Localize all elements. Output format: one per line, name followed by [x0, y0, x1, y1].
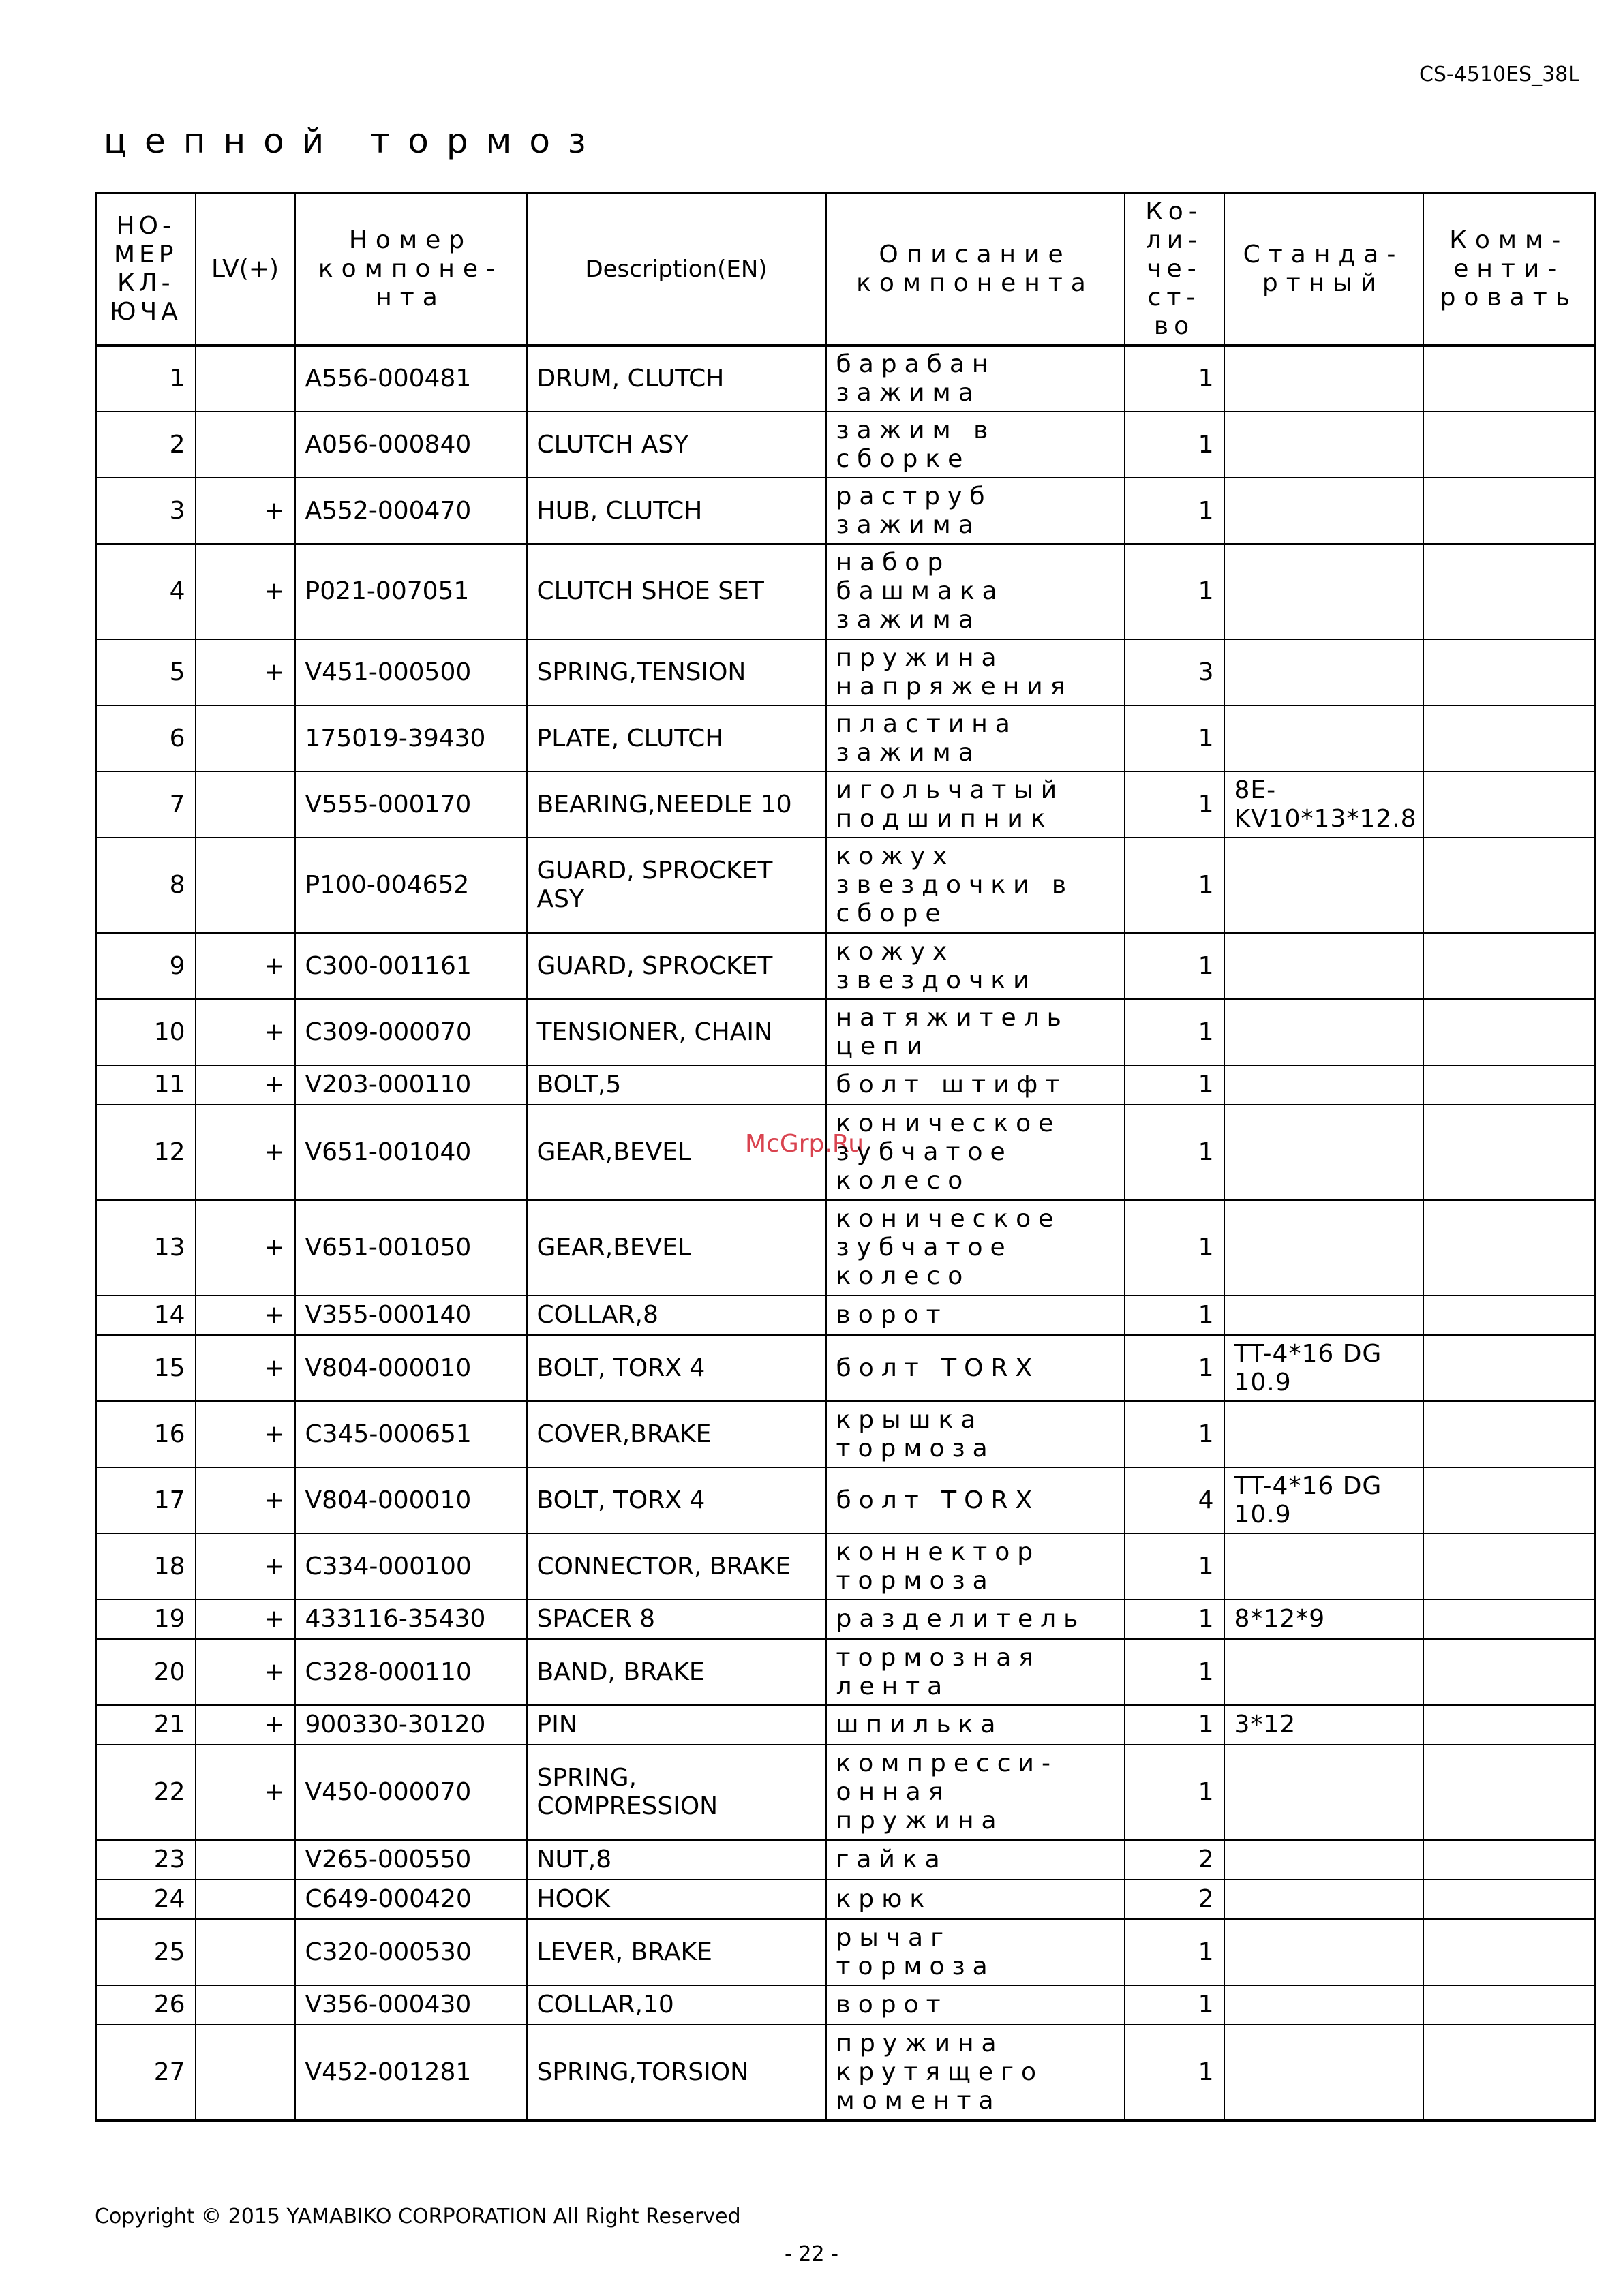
column-header-description-ru: Описание компонента: [826, 193, 1125, 346]
cell-part-number: C345-000651: [295, 1401, 527, 1467]
cell-description-ru: барабан зажима: [826, 346, 1125, 412]
table-row: [96, 1467, 1596, 1533]
cell-description-en: SPACER 8: [527, 1599, 826, 1639]
cell-key-number: 18: [96, 1533, 196, 1599]
cell-comment: [1423, 346, 1596, 412]
cell-part-number: C328-000110: [295, 1639, 527, 1705]
cell-description-en: COLLAR,8: [527, 1296, 826, 1335]
column-header-quantity: Ко-ли-че-ст-во: [1125, 193, 1224, 346]
cell-part-number: C300-001161: [295, 933, 527, 999]
cell-description-en: CLUTCH ASY: [527, 412, 826, 478]
cell-quantity: 1: [1125, 1401, 1224, 1467]
cell-key-number: 13: [96, 1200, 196, 1296]
cell-key-number: 11: [96, 1065, 196, 1105]
cell-lv: +: [196, 1296, 295, 1335]
cell-comment: [1423, 1296, 1596, 1335]
cell-description-en: BOLT, TORX 4: [527, 1335, 826, 1401]
parts-table-body: [96, 346, 1596, 2120]
cell-comment: [1423, 1840, 1596, 1880]
cell-description-ru: болт TORX: [826, 1335, 1125, 1401]
cell-description-en: GUARD, SPROCKET ASY: [527, 838, 826, 933]
cell-key-number: 21: [96, 1705, 196, 1745]
cell-key-number: 15: [96, 1335, 196, 1401]
cell-part-number: P100-004652: [295, 838, 527, 933]
cell-standard: [1224, 544, 1423, 639]
cell-standard: [1224, 1533, 1423, 1599]
cell-key-number: 16: [96, 1401, 196, 1467]
cell-description-ru: болт штифт: [826, 1065, 1125, 1105]
cell-standard: TT-4*16 DG 10.9: [1224, 1467, 1423, 1533]
table-row: [96, 1335, 1596, 1401]
cell-description-en: COVER,BRAKE: [527, 1401, 826, 1467]
table-row: [96, 1919, 1596, 1985]
cell-standard: 8*12*9: [1224, 1599, 1423, 1639]
cell-standard: [1224, 838, 1423, 933]
cell-lv: +: [196, 1705, 295, 1745]
cell-quantity: 1: [1125, 346, 1224, 412]
cell-quantity: 4: [1125, 1467, 1224, 1533]
cell-comment: [1423, 1985, 1596, 2025]
cell-quantity: 1: [1125, 705, 1224, 771]
cell-part-number: C649-000420: [295, 1880, 527, 1919]
cell-lv: +: [196, 1533, 295, 1599]
cell-part-number: A552-000470: [295, 478, 527, 544]
cell-description-en: DRUM, CLUTCH: [527, 346, 826, 412]
cell-comment: [1423, 771, 1596, 838]
table-row: [96, 412, 1596, 478]
cell-comment: [1423, 1599, 1596, 1639]
cell-description-en: BAND, BRAKE: [527, 1639, 826, 1705]
cell-description-ru: коническое зубчатое колесо: [826, 1105, 1125, 1200]
cell-key-number: 8: [96, 838, 196, 933]
cell-description-ru: натяжитель цепи: [826, 999, 1125, 1065]
cell-description-en: HOOK: [527, 1880, 826, 1919]
cell-part-number: V452-001281: [295, 2025, 527, 2120]
cell-description-en: HUB, CLUTCH: [527, 478, 826, 544]
watermark-text: McGrp.Ru: [745, 1130, 864, 1158]
cell-lv: [196, 2025, 295, 2120]
cell-key-number: 3: [96, 478, 196, 544]
table-row: [96, 1985, 1596, 2025]
cell-standard: [1224, 1745, 1423, 1840]
cell-comment: [1423, 1639, 1596, 1705]
cell-description-en: CONNECTOR, BRAKE: [527, 1533, 826, 1599]
table-row: [96, 1200, 1596, 1296]
cell-quantity: 1: [1125, 999, 1224, 1065]
cell-description-ru: компресси-онная пружина: [826, 1745, 1125, 1840]
cell-key-number: 27: [96, 2025, 196, 2120]
cell-key-number: 25: [96, 1919, 196, 1985]
cell-key-number: 5: [96, 639, 196, 705]
cell-standard: TT-4*16 DG 10.9: [1224, 1335, 1423, 1401]
cell-key-number: 17: [96, 1467, 196, 1533]
cell-standard: [1224, 639, 1423, 705]
column-header-standard: Станда-ртный: [1224, 193, 1423, 346]
cell-quantity: 1: [1125, 1745, 1224, 1840]
table-row: [96, 639, 1596, 705]
cell-lv: [196, 705, 295, 771]
table-row: [96, 1296, 1596, 1335]
cell-part-number: V355-000140: [295, 1296, 527, 1335]
cell-lv: [196, 838, 295, 933]
table-row: [96, 346, 1596, 412]
cell-description-en: TENSIONER, CHAIN: [527, 999, 826, 1065]
table-row: [96, 2025, 1596, 2120]
table-row: [96, 1065, 1596, 1105]
page-number: - 22 -: [785, 2242, 838, 2266]
cell-part-number: C320-000530: [295, 1919, 527, 1985]
cell-description-en: PIN: [527, 1705, 826, 1745]
cell-quantity: 1: [1125, 838, 1224, 933]
cell-lv: +: [196, 1200, 295, 1296]
cell-description-ru: пружина напряжения: [826, 639, 1125, 705]
cell-quantity: 1: [1125, 1599, 1224, 1639]
cell-comment: [1423, 1745, 1596, 1840]
cell-description-en: SPRING,TORSION: [527, 2025, 826, 2120]
cell-quantity: 1: [1125, 1200, 1224, 1296]
cell-lv: +: [196, 639, 295, 705]
cell-quantity: 1: [1125, 2025, 1224, 2120]
cell-part-number: A556-000481: [295, 346, 527, 412]
cell-standard: 3*12: [1224, 1705, 1423, 1745]
cell-comment: [1423, 544, 1596, 639]
cell-quantity: 1: [1125, 412, 1224, 478]
cell-description-en: BEARING,NEEDLE 10: [527, 771, 826, 838]
cell-standard: [1224, 1200, 1423, 1296]
cell-standard: [1224, 1639, 1423, 1705]
cell-key-number: 22: [96, 1745, 196, 1840]
cell-part-number: V651-001050: [295, 1200, 527, 1296]
cell-part-number: 175019-39430: [295, 705, 527, 771]
table-row: [96, 1533, 1596, 1599]
cell-lv: [196, 771, 295, 838]
cell-key-number: 24: [96, 1880, 196, 1919]
cell-key-number: 19: [96, 1599, 196, 1639]
cell-standard: [1224, 412, 1423, 478]
cell-standard: 8E-KV10*13*12.8: [1224, 771, 1423, 838]
cell-standard: [1224, 478, 1423, 544]
cell-description-en: NUT,8: [527, 1840, 826, 1880]
table-row: [96, 1880, 1596, 1919]
cell-description-ru: пластина зажима: [826, 705, 1125, 771]
cell-standard: [1224, 1105, 1423, 1200]
cell-part-number: V804-000010: [295, 1335, 527, 1401]
cell-key-number: 10: [96, 999, 196, 1065]
cell-quantity: 1: [1125, 771, 1224, 838]
cell-part-number: 433116-35430: [295, 1599, 527, 1639]
cell-lv: +: [196, 933, 295, 999]
table-row: [96, 1639, 1596, 1705]
cell-description-ru: ворот: [826, 1296, 1125, 1335]
cell-description-ru: крышка тормоза: [826, 1401, 1125, 1467]
cell-lv: +: [196, 1639, 295, 1705]
cell-lv: +: [196, 1599, 295, 1639]
cell-part-number: V265-000550: [295, 1840, 527, 1880]
cell-description-en: LEVER, BRAKE: [527, 1919, 826, 1985]
cell-description-ru: рычаг тормоза: [826, 1919, 1125, 1985]
document-code: CS-4510ES_38L: [1419, 63, 1579, 87]
cell-comment: [1423, 838, 1596, 933]
cell-quantity: 1: [1125, 933, 1224, 999]
column-header-lv: LV(+): [196, 193, 295, 346]
cell-standard: [1224, 2025, 1423, 2120]
cell-part-number: V555-000170: [295, 771, 527, 838]
cell-lv: +: [196, 1401, 295, 1467]
cell-description-ru: болт TORX: [826, 1467, 1125, 1533]
cell-description-ru: разделитель: [826, 1599, 1125, 1639]
cell-comment: [1423, 478, 1596, 544]
cell-comment: [1423, 639, 1596, 705]
cell-description-ru: раструб зажима: [826, 478, 1125, 544]
cell-quantity: 1: [1125, 544, 1224, 639]
cell-part-number: P021-007051: [295, 544, 527, 639]
cell-standard: [1224, 1401, 1423, 1467]
cell-standard: [1224, 1840, 1423, 1880]
cell-part-number: V804-000010: [295, 1467, 527, 1533]
cell-key-number: 6: [96, 705, 196, 771]
cell-lv: [196, 1840, 295, 1880]
table-row: [96, 771, 1596, 838]
cell-standard: [1224, 1880, 1423, 1919]
table-row: [96, 1401, 1596, 1467]
table-row: [96, 838, 1596, 933]
cell-comment: [1423, 412, 1596, 478]
table-row: [96, 1599, 1596, 1639]
cell-description-en: CLUTCH SHOE SET: [527, 544, 826, 639]
cell-description-ru: крюк: [826, 1880, 1125, 1919]
cell-standard: [1224, 933, 1423, 999]
cell-quantity: 1: [1125, 1985, 1224, 2025]
cell-comment: [1423, 1919, 1596, 1985]
cell-key-number: 14: [96, 1296, 196, 1335]
cell-description-ru: коннектор тормоза: [826, 1533, 1125, 1599]
cell-lv: +: [196, 478, 295, 544]
cell-quantity: 1: [1125, 1335, 1224, 1401]
cell-lv: +: [196, 999, 295, 1065]
cell-description-ru: тормозная лента: [826, 1639, 1125, 1705]
cell-comment: [1423, 1880, 1596, 1919]
cell-quantity: 1: [1125, 1296, 1224, 1335]
cell-part-number: V203-000110: [295, 1065, 527, 1105]
cell-quantity: 1: [1125, 1919, 1224, 1985]
cell-comment: [1423, 999, 1596, 1065]
table-row: [96, 1105, 1596, 1200]
copyright-notice: Copyright © 2015 YAMABIKO CORPORATION All Right Reserved: [95, 2205, 741, 2229]
cell-description-en: PLATE, CLUTCH: [527, 705, 826, 771]
cell-lv: +: [196, 1065, 295, 1105]
cell-comment: [1423, 1533, 1596, 1599]
cell-key-number: 26: [96, 1985, 196, 2025]
cell-lv: +: [196, 1105, 295, 1200]
column-header-comment: Комм-енти-ровать: [1423, 193, 1596, 346]
cell-lv: [196, 1880, 295, 1919]
cell-comment: [1423, 1705, 1596, 1745]
cell-description-en: GEAR,BEVEL: [527, 1200, 826, 1296]
table-header-row: [96, 193, 1596, 346]
cell-part-number: V356-000430: [295, 1985, 527, 2025]
cell-description-en: BOLT, TORX 4: [527, 1467, 826, 1533]
cell-quantity: 1: [1125, 1105, 1224, 1200]
cell-key-number: 7: [96, 771, 196, 838]
cell-part-number: V651-001040: [295, 1105, 527, 1200]
cell-lv: [196, 1919, 295, 1985]
cell-comment: [1423, 1467, 1596, 1533]
cell-key-number: 4: [96, 544, 196, 639]
cell-standard: [1224, 346, 1423, 412]
table-row: [96, 999, 1596, 1065]
cell-description-ru: гайка: [826, 1840, 1125, 1880]
column-header-part-number: Номер компоне-нта: [295, 193, 527, 346]
cell-description-en: SPRING, COMPRESSION: [527, 1745, 826, 1840]
table-row: [96, 1745, 1596, 1840]
cell-standard: [1224, 1919, 1423, 1985]
cell-key-number: 1: [96, 346, 196, 412]
cell-comment: [1423, 705, 1596, 771]
cell-key-number: 23: [96, 1840, 196, 1880]
cell-quantity: 1: [1125, 1705, 1224, 1745]
cell-description-ru: пружина крутящего момента: [826, 2025, 1125, 2120]
cell-comment: [1423, 1200, 1596, 1296]
cell-part-number: C309-000070: [295, 999, 527, 1065]
page-title: цепной тормоз: [104, 121, 604, 161]
column-header-description-en: Description(EN): [527, 193, 826, 346]
table-row: [96, 705, 1596, 771]
cell-lv: [196, 1985, 295, 2025]
cell-part-number: V451-000500: [295, 639, 527, 705]
cell-key-number: 9: [96, 933, 196, 999]
cell-comment: [1423, 1065, 1596, 1105]
column-header-key-number: НО-МЕР КЛ-ЮЧА: [96, 193, 196, 346]
cell-lv: +: [196, 544, 295, 639]
cell-description-ru: шпилька: [826, 1705, 1125, 1745]
cell-part-number: A056-000840: [295, 412, 527, 478]
cell-lv: +: [196, 1467, 295, 1533]
cell-lv: [196, 412, 295, 478]
cell-part-number: C334-000100: [295, 1533, 527, 1599]
cell-quantity: 1: [1125, 1639, 1224, 1705]
cell-standard: [1224, 705, 1423, 771]
cell-quantity: 1: [1125, 478, 1224, 544]
cell-standard: [1224, 1065, 1423, 1105]
cell-standard: [1224, 999, 1423, 1065]
cell-comment: [1423, 1105, 1596, 1200]
cell-standard: [1224, 1985, 1423, 2025]
cell-lv: [196, 346, 295, 412]
cell-quantity: 1: [1125, 1533, 1224, 1599]
cell-lv: +: [196, 1745, 295, 1840]
cell-comment: [1423, 1335, 1596, 1401]
cell-part-number: 900330-30120: [295, 1705, 527, 1745]
cell-quantity: 2: [1125, 1840, 1224, 1880]
cell-key-number: 20: [96, 1639, 196, 1705]
cell-description-en: GEAR,BEVEL: [527, 1105, 826, 1200]
cell-key-number: 2: [96, 412, 196, 478]
cell-description-ru: игольчатый подшипник: [826, 771, 1125, 838]
cell-part-number: V450-000070: [295, 1745, 527, 1840]
cell-description-en: SPRING,TENSION: [527, 639, 826, 705]
table-row: [96, 544, 1596, 639]
cell-quantity: 2: [1125, 1880, 1224, 1919]
cell-description-ru: набор башмака зажима: [826, 544, 1125, 639]
cell-description-en: GUARD, SPROCKET: [527, 933, 826, 999]
cell-quantity: 1: [1125, 1065, 1224, 1105]
cell-comment: [1423, 1401, 1596, 1467]
cell-description-en: COLLAR,10: [527, 1985, 826, 2025]
cell-description-ru: кожух звездочки в сборе: [826, 838, 1125, 933]
table-row: [96, 1705, 1596, 1745]
table-row: [96, 1840, 1596, 1880]
cell-standard: [1224, 1296, 1423, 1335]
cell-description-ru: зажим в сборке: [826, 412, 1125, 478]
cell-description-ru: ворот: [826, 1985, 1125, 2025]
parts-table: [95, 192, 1596, 2122]
table-row: [96, 933, 1596, 999]
cell-key-number: 12: [96, 1105, 196, 1200]
cell-description-ru: кожух звездочки: [826, 933, 1125, 999]
table-row: [96, 478, 1596, 544]
cell-comment: [1423, 933, 1596, 999]
cell-description-ru: коническое зубчатое колесо: [826, 1200, 1125, 1296]
cell-description-en: BOLT,5: [527, 1065, 826, 1105]
cell-comment: [1423, 2025, 1596, 2120]
cell-quantity: 3: [1125, 639, 1224, 705]
cell-lv: +: [196, 1335, 295, 1401]
